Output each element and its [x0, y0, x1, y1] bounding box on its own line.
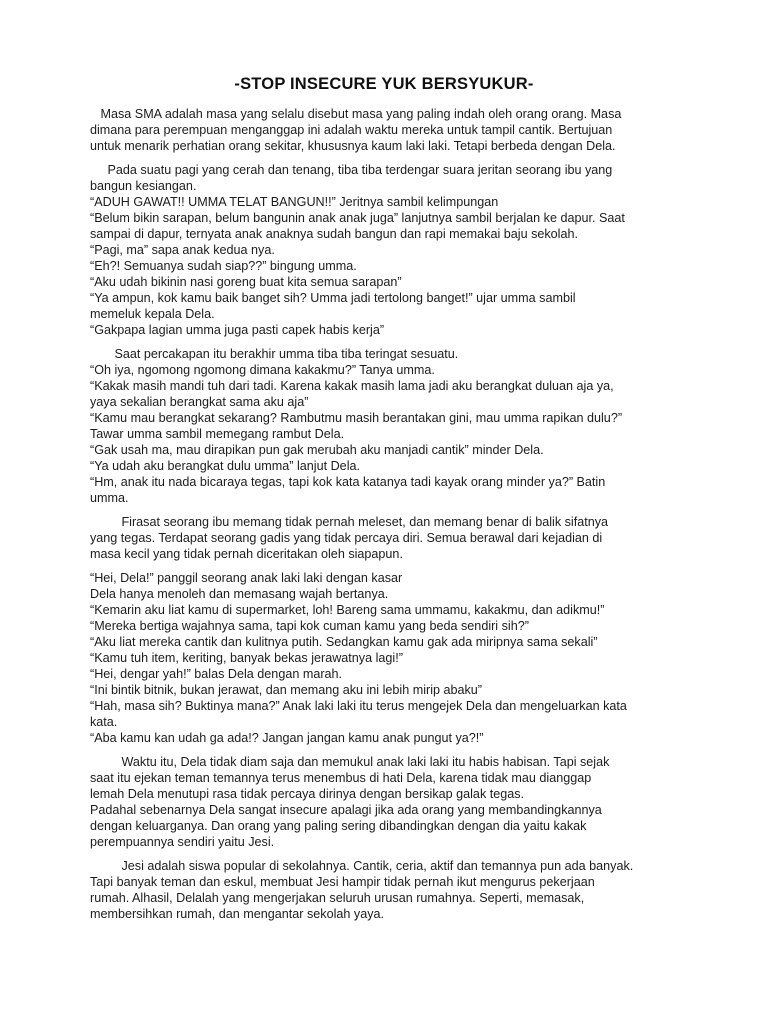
text-line: Jesi adalah siswa popular di sekolahnya. Cantik, ceria, aktif dan temannya pun ada banyak. — [90, 859, 634, 873]
text-line: Pada suatu pagi yang cerah dan tenang, tiba tiba terdengar suara jeritan seorang ibu yang — [90, 163, 613, 177]
text-line: Waktu itu, Dela tidak diam saja dan memukul anak laki laki itu habis habisan. Tapi sejak — [90, 755, 610, 769]
text-line: kata. — [90, 715, 118, 729]
text-line: “Hei, dengar yah!” balas Dela dengan marah. — [90, 667, 343, 681]
text-line: “Aku liat mereka cantik dan kulitnya putih. Sedangkan kamu gak ada miripnya sama sekali” — [90, 635, 598, 649]
text-line: “Oh iya, ngomong ngomong dimana kakakmu?” Tanya umma. — [90, 363, 435, 377]
document-title: -STOP INSECURE YUK BERSYUKUR- — [234, 75, 534, 93]
text-line: “Belum bikin sarapan, belum bangunin anak anak juga” lanjutnya sambil berjalan ke dapur. Saat — [90, 211, 625, 225]
text-line: Tapi banyak teman dan eskul, membuat Jesi hampir tidak pernah ikut mengurus pekerjaan — [90, 875, 595, 889]
text-line: “Gakpapa lagian umma juga pasti capek habis kerja” — [90, 323, 385, 337]
paragraph-5 — [90, 570, 690, 746]
text-line: saat itu ejekan teman temannya terus menembus di hati Dela, karena tidak mau dianggap — [90, 771, 592, 785]
text-line: lemah Dela menutupi rasa tidak percaya dirinya dengan bersikap galak tegas. — [90, 787, 525, 801]
text-line: Tawar umma sambil memegang rambut Dela. — [90, 427, 345, 441]
text-line: Saat percakapan itu berakhir umma tiba tiba teringat sesuatu. — [90, 347, 459, 361]
paragraph-2 — [90, 162, 690, 338]
text-line: yaya sekalian berangkat sama aku aja” — [90, 395, 309, 409]
text-line: dimana para perempuan menganggap ini adalah waktu mereka untuk tampil cantik. Bertujuan — [90, 123, 613, 137]
text-line: “Kakak masih mandi tuh dari tadi. Karena kakak masih lama jadi aku berangkat duluan aja ya, — [90, 379, 614, 393]
paragraph-7 — [90, 858, 690, 922]
paragraph-1 — [90, 106, 690, 154]
text-line: membersihkan rumah, dan mengantar sekolah yaya. — [90, 907, 385, 921]
paragraph-3 — [90, 346, 690, 506]
document-body — [90, 106, 690, 922]
text-line: “Mereka bertiga wajahnya sama, tapi kok cuman kamu yang beda sendiri sih?” — [90, 619, 529, 633]
text-line: bangun kesiangan. — [90, 179, 197, 193]
text-line: memeluk kepala Dela. — [90, 307, 215, 321]
paragraph-6 — [90, 754, 690, 850]
text-line: “Hah, masa sih? Buktinya mana?” Anak laki laki itu terus mengejek Dela dan mengeluarkan kata — [90, 699, 627, 713]
text-line: “ADUH GAWAT!! UMMA TELAT BANGUN!!” Jeritnya sambil kelimpungan — [90, 195, 499, 209]
text-line: “Pagi, ma” sapa anak kedua nya. — [90, 243, 275, 257]
text-line: “Ya ampun, kok kamu baik banget sih? Umma jadi tertolong banget!” ujar umma sambil — [90, 291, 576, 305]
text-line: “Eh?! Semuanya sudah siap??” bingung umma. — [90, 259, 357, 273]
text-line: “Aku udah bikinin nasi goreng buat kita semua sarapan” — [90, 275, 402, 289]
text-line: untuk menarik perhatian orang sekitar, khususnya kaum laki laki. Tetapi berbeda dengan Dela. — [90, 139, 616, 153]
text-line: “Gak usah ma, mau dirapikan pun gak merubah aku manjadi cantik” minder Dela. — [90, 443, 544, 457]
text-line: Masa SMA adalah masa yang selalu disebut masa yang paling indah oleh orang orang. Masa — [90, 107, 622, 121]
paragraph-4 — [90, 514, 690, 562]
text-line: rumah. Alhasil, Delalah yang mengerjakan seluruh urusan rumahnya. Seperti, memasak, — [90, 891, 585, 905]
text-line: yang tegas. Terdapat seorang gadis yang tidak percaya diri. Semua berawal dari kejadian di — [90, 531, 603, 545]
text-line: sampai di dapur, ternyata anak anaknya sudah bangun dan rapi memakai baju sekolah. — [90, 227, 578, 241]
text-line: “Kamu mau berangkat sekarang? Rambutmu masih berantakan gini, mau umma rapikan dulu?” — [90, 411, 623, 425]
text-line: “Aba kamu kan udah ga ada!? Jangan jangan kamu anak pungut ya?!” — [90, 731, 484, 745]
text-line: “Hei, Dela!” panggil seorang anak laki laki dengan kasar — [90, 571, 403, 585]
text-line: umma. — [90, 491, 129, 505]
text-line: Padahal sebenarnya Dela sangat insecure apalagi jika ada orang yang membandingkannya — [90, 803, 602, 817]
text-line: “Kemarin aku liat kamu di supermarket, loh! Bareng sama ummamu, kakakmu, dan adikmu!” — [90, 603, 605, 617]
text-line: perempuannya sendiri yaitu Jesi. — [90, 835, 275, 849]
text-line: dengan keluarganya. Dan orang yang paling sering dibandingkan dengan dia yaitu kakak — [90, 819, 587, 833]
text-line: Firasat seorang ibu memang tidak pernah meleset, dan memang benar di balik sifatnya — [90, 515, 609, 529]
text-line: “Ya udah aku berangkat dulu umma” lanjut Dela. — [90, 459, 360, 473]
text-line: “Kamu tuh item, keriting, banyak bekas jerawatnya lagi!” — [90, 651, 403, 665]
text-line: “Ini bintik bitnik, bukan jerawat, dan memang aku ini lebih mirip abaku” — [90, 683, 483, 697]
text-line: Dela hanya menoleh dan memasang wajah bertanya. — [90, 587, 389, 601]
text-line: masa kecil yang tidak pernah diceritakan oleh siapapun. — [90, 547, 403, 561]
text-line: “Hm, anak itu nada bicaraya tegas, tapi kok kata katanya tadi kayak orang minder ya?” Batin — [90, 475, 606, 489]
